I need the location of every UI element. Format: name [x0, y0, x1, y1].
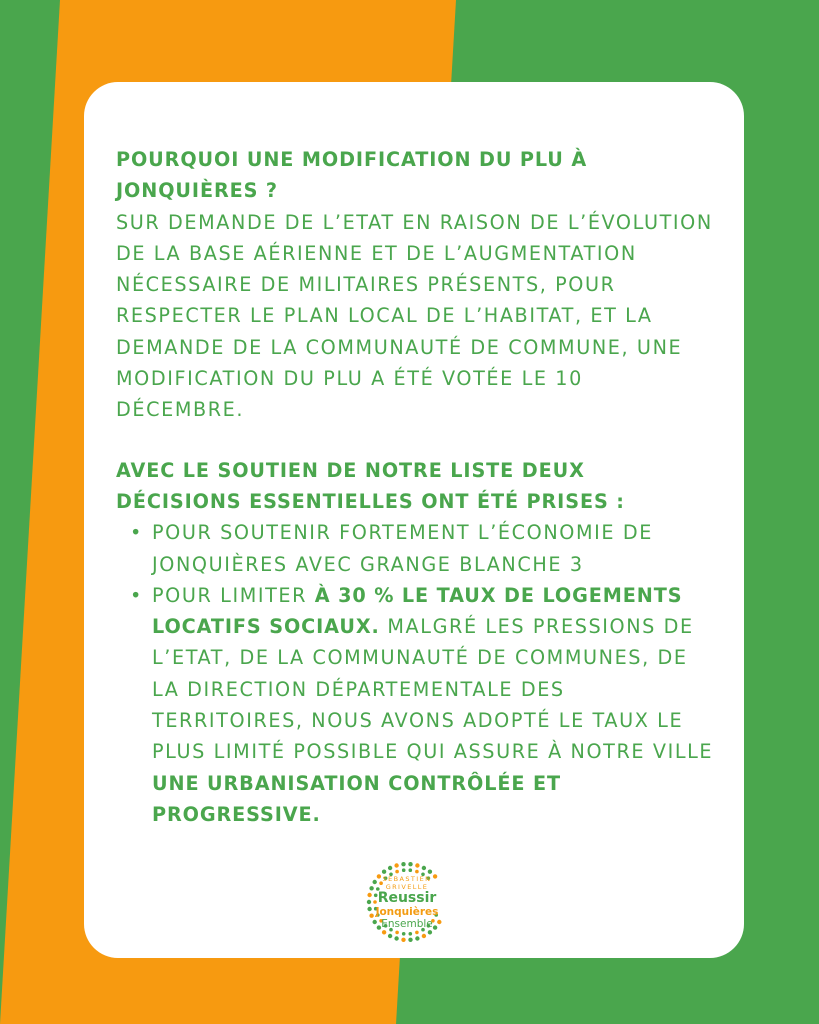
logo-dot [422, 934, 426, 938]
campaign-logo [362, 860, 452, 944]
list-item [130, 517, 716, 580]
decision-1-text: POUR SOUTENIR FORTEMENT L’ÉCONOMIE DE JONQUIÈRES AVEC GRANGE BLANCHE 3 [152, 521, 653, 576]
bullet-icon: • [130, 583, 143, 607]
logo-dot [408, 862, 412, 866]
logo-dot [394, 936, 398, 940]
logo-dot [415, 863, 419, 867]
list-item [130, 580, 716, 830]
logo-dot [401, 938, 405, 942]
decisions-list [116, 517, 716, 830]
logo-dot [422, 866, 426, 870]
logo-reussir: Reussir [377, 890, 437, 906]
logo-dot [428, 870, 432, 874]
decision-2-intro: POUR LIMITER [152, 583, 315, 607]
logo-dot [415, 931, 419, 935]
section1-heading: POURQUOI UNE MODIFICATION DU PLU À JONQUIÈRES ? [116, 148, 588, 203]
logo-dot [409, 932, 413, 936]
logo-dot [402, 932, 406, 936]
logo-firstname: SEBASTIEN [382, 875, 432, 883]
logo-dot [395, 870, 399, 874]
logo-dot [394, 863, 398, 867]
decision-2-emphasis-rate: À 30 % LE TAUX DE LOGEMENTS LOCATIFS SOCIAUX. [152, 583, 683, 639]
logo-jonquieres: Jonquières [375, 906, 439, 918]
logo-dot [395, 931, 399, 935]
logo-dot [408, 938, 412, 942]
section2-heading: AVEC LE SOUTIEN DE NOTRE LISTE DEUX DÉCISIONS ESSENTIELLES ONT ÉTÉ PRISES : [116, 458, 625, 513]
logo-dot [415, 870, 419, 874]
logo-ensemble: Ensemble [381, 918, 433, 930]
logo-dot [428, 930, 432, 934]
logo-dot [382, 870, 386, 874]
logo-dot [415, 936, 419, 940]
logo-dot [401, 862, 405, 866]
logo-dot [382, 930, 386, 934]
main-text [116, 144, 716, 830]
bullet-icon: • [130, 521, 143, 545]
logo-lastname: GRIVELLE [385, 883, 429, 891]
logo-dot [402, 868, 406, 872]
decision-2-body: MALGRÉ LES PRESSIONS DE L’ETAT, DE LA COMMUNAUTÉ DE COMMUNES, DE LA DIRECTION DÉPARTEMENTALE DES TERRITOIRES, NOUS AVONS ADOPTÉ LE TAUX LE PLUS LIMITÉ POSSIBLE QUI ASSURE À NOTRE VILLE [152, 615, 714, 764]
logo-dot [409, 868, 413, 872]
logo-dot [388, 934, 392, 938]
section1-body: SUR DEMANDE DE L’ETAT EN RAISON DE L’ÉVOLUTION DE LA BASE AÉRIENNE ET DE L’AUGMENTATION NÉCESSAIRE DE MILITAIRES PRÉSENTS, POUR RESPECTER LE PLAN LOCAL DE L’HABITAT, ET LA DEMANDE DE LA COMMUNAUTÉ DE COMMUNE, UNE MODIFICATION DU PLU A ÉTÉ VOTÉE LE 10 DÉCEMBRE. [116, 210, 713, 422]
decision-2-emphasis-urbanisation: UNE URBANISATION CONTRÔLÉE ET PROGRESSIVE. [152, 771, 561, 826]
logo-dot [388, 866, 392, 870]
